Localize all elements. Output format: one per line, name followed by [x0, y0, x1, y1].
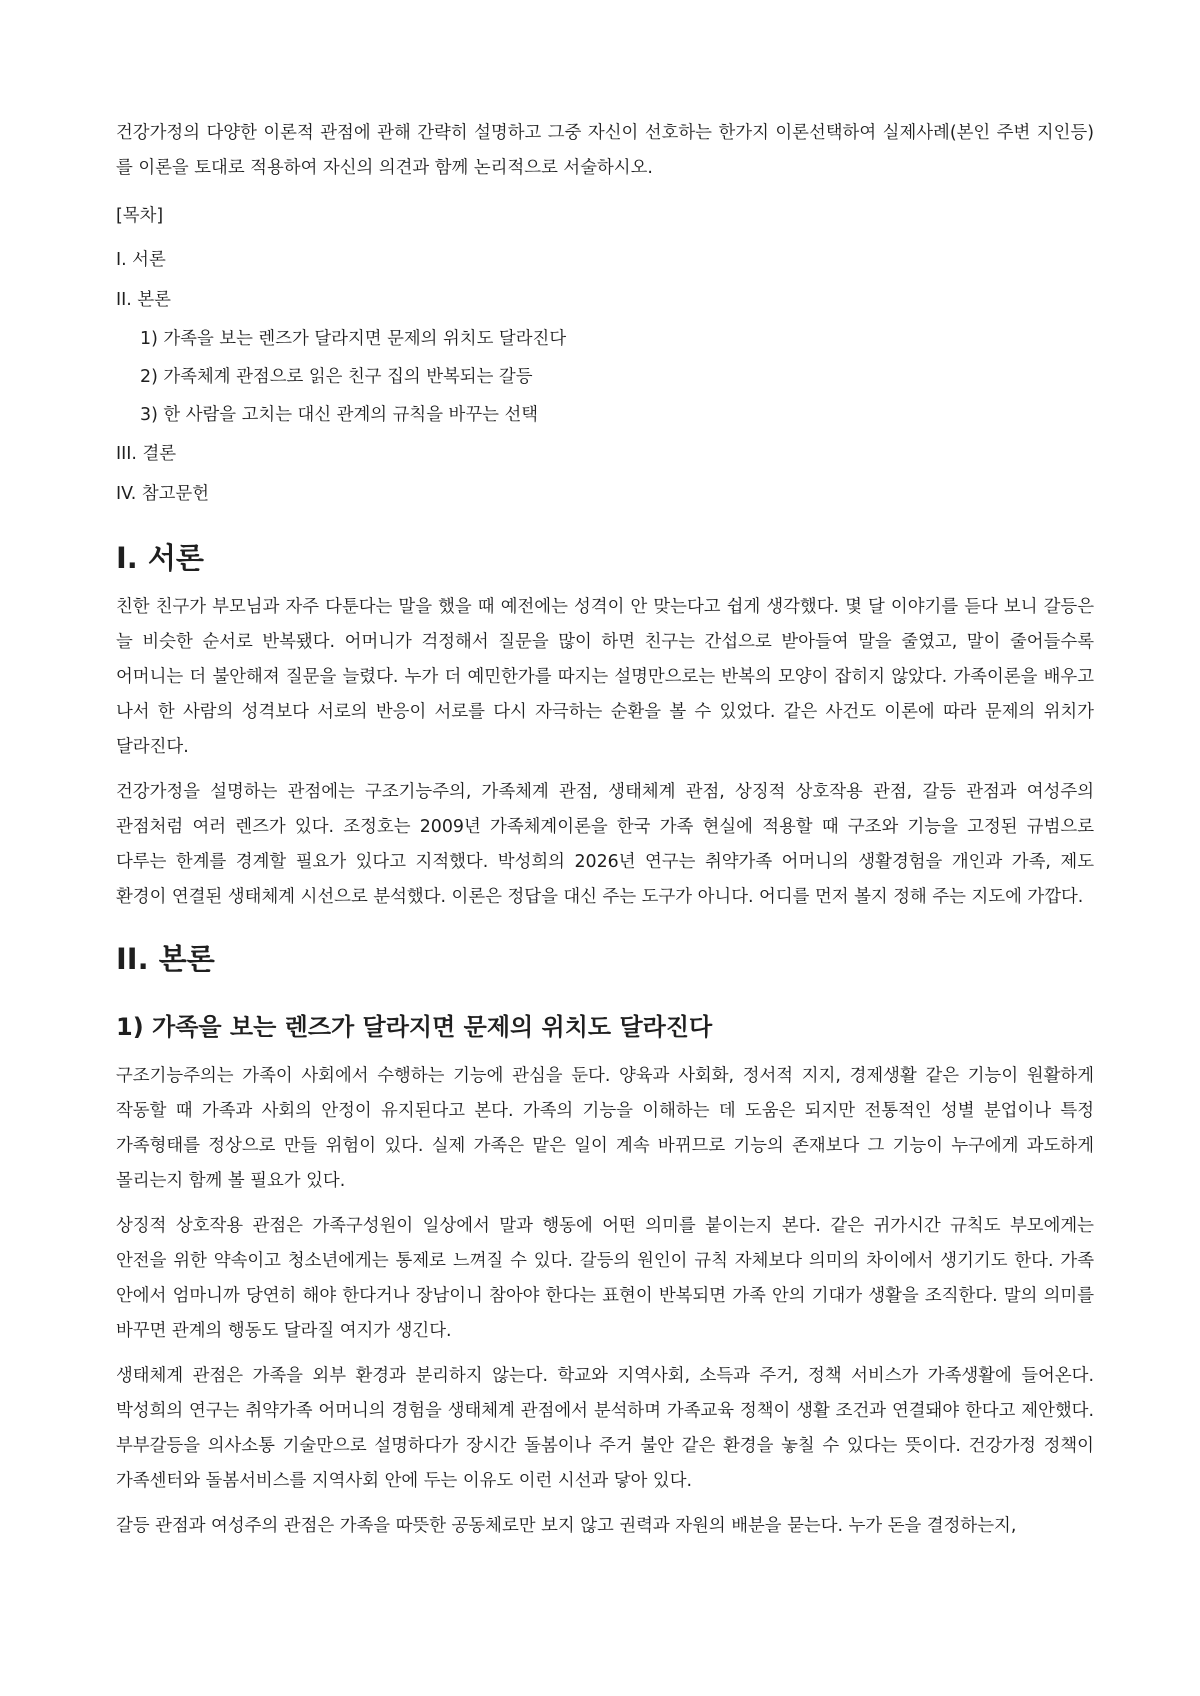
body-paragraph: 상징적 상호작용 관점은 가족구성원이 일상에서 말과 행동에 어떤 의미를 붙이는지 본다. 같은 귀가시간 규칙도 부모에게는 안전을 위한 약속이고 청소년에게는 통제로 느껴질 수 있다. 갈등의 원인이 규칙 자체보다 의미의 차이에서 생기기도 한다. 가족 안에서 엄마니까 당연히 해야 한다거나 장남이니 참아야 한다는 표현이 반복되면 가족 안의 기대가 생활을 조직한다. 말의 의미를 바꾸면 관계의 행동도 달라질 여지가 생긴다. — [116, 1216, 1094, 1341]
toc-item: III. 결론 — [116, 444, 177, 464]
section-heading: 1) 가족을 보는 렌즈가 달라지면 문제의 위치도 달라진다 — [116, 1013, 713, 1041]
intro-paragraph: 건강가정을 설명하는 관점에는 구조기능주의, 가족체계 관점, 생태체계 관점, 상징적 상호작용 관점, 갈등 관점과 여성주의 관점처럼 여러 렌즈가 있다. 조정호는 2009년 가족체계이론을 한국 가족 현실에 적용할 때 구조와 기능을 고정된 규범으로 다루는 한계를 경계할 필요가 있다고 지적했다. 박성희의 2026년 연구는 취약가족 어머니의 생활경험을 개인과 가족, 제도 환경이 연결된 생태체계 시선으로 분석했다. 이론은 정답을 대신 주는 도구가 아니다. 어디를 먼저 볼지 정해 주는 지도에 가깝다. — [116, 782, 1094, 907]
toc-item: IV. 참고문헌 — [116, 484, 210, 504]
toc-item: 1) 가족을 보는 렌즈가 달라지면 문제의 위치도 달라진다 — [140, 329, 567, 349]
toc-item: I. 서론 — [116, 250, 166, 270]
body-paragraph: 생태체계 관점은 가족을 외부 환경과 분리하지 않는다. 학교와 지역사회, 소득과 주거, 정책 서비스가 가족생활에 들어온다. 박성희의 연구는 취약가족 어머니의 경험을 생태체계 관점에서 분석하며 가족교육 정책이 생활 조건과 연결돼야 한다고 제안했다. 부부갈등을 의사소통 기술만으로 설명하다가 장시간 돌봄이나 주거 불안 같은 환경을 놓칠 수 있다는 뜻이다. 건강가정 정책이 가족센터와 돌봄서비스를 지역사회 안에 두는 이유도 이런 시선과 닿아 있다. — [116, 1366, 1094, 1491]
body-heading: II. 본론 — [116, 942, 215, 976]
toc-title: [목차] — [116, 206, 164, 226]
toc-item: 3) 한 사람을 고치는 대신 관계의 규칙을 바꾸는 선택 — [140, 405, 539, 425]
table-of-contents — [116, 240, 1094, 514]
toc-item: II. 본론 — [116, 290, 171, 310]
toc-item: 2) 가족체계 관점으로 읽은 친구 집의 반복되는 갈등 — [140, 367, 533, 387]
assignment-prompt: 건강가정의 다양한 이론적 관점에 관해 간략히 설명하고 그중 자신이 선호하는 한가지 이론선택하여 실제사례(본인 주변 지인등)를 이론을 토대로 적용하여 자신의 의견과 함께 논리적으로 서술하시오. — [116, 123, 1094, 178]
body-paragraph: 갈등 관점과 여성주의 관점은 가족을 따뜻한 공동체로만 보지 않고 권력과 자원의 배분을 묻는다. 누가 돈을 결정하는지, — [116, 1516, 1017, 1536]
intro-paragraph: 친한 친구가 부모님과 자주 다툰다는 말을 했을 때 예전에는 성격이 안 맞는다고 쉽게 생각했다. 몇 달 이야기를 듣다 보니 갈등은 늘 비슷한 순서로 반복됐다. 어머니가 걱정해서 질문을 많이 하면 친구는 간섭으로 받아들여 말을 줄였고, 말이 줄어들수록 어머니는 더 불안해져 질문을 늘렸다. 누가 더 예민한가를 따지는 설명만으로는 반복의 모양이 잡히지 않았다. 가족이론을 배우고 나서 한 사람의 성격보다 서로의 반응이 서로를 다시 자극하는 순환을 볼 수 있었다. 같은 사건도 이론에 따라 문제의 위치가 달라진다. — [116, 597, 1094, 757]
intro-heading: I. 서론 — [116, 541, 204, 575]
body-paragraph: 구조기능주의는 가족이 사회에서 수행하는 기능에 관심을 둔다. 양육과 사회화, 정서적 지지, 경제생활 같은 기능이 원활하게 작동할 때 가족과 사회의 안정이 유지된다고 본다. 가족의 기능을 이해하는 데 도움은 되지만 전통적인 성별 분업이나 특정 가족형태를 정상으로 만들 위험이 있다. 실제 가족은 맡은 일이 계속 바뀌므로 기능의 존재보다 그 기능이 누구에게 과도하게 몰리는지 함께 볼 필요가 있다. — [116, 1066, 1094, 1191]
